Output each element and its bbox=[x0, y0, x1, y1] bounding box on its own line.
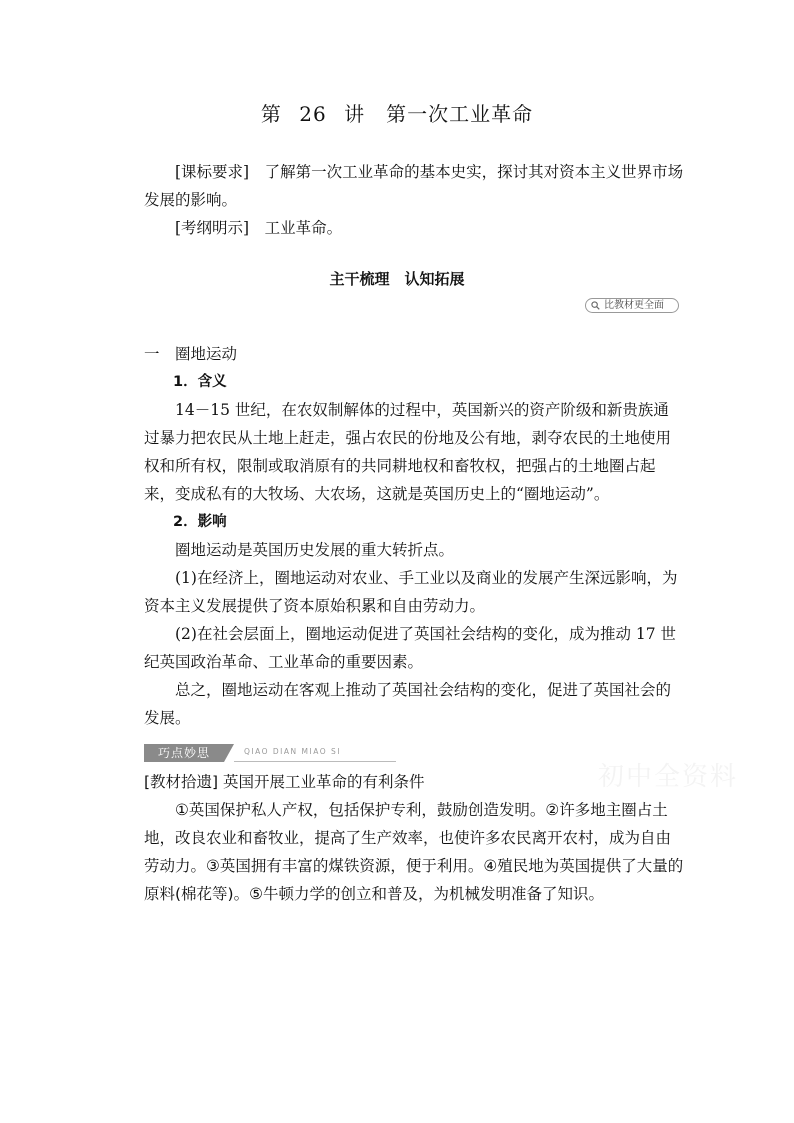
tip-tag-tail bbox=[224, 744, 234, 762]
tip-heading-paragraph bbox=[144, 768, 684, 796]
tip-rule bbox=[234, 761, 396, 762]
part1-sub1-text: 14－15 世纪，在农奴制解体的过程中，英国新兴的资产阶级和新贵族通过暴力把农民从土地上赶走，强占农民的份地及公有地，剥夺农民的土地使用权和所有权，限制或取消原有的共同耕地权和畜牧权，把强占的土地圈占起来，变成私有的大牧场、大农场，这就是英国历史上的“圈地运动”。 bbox=[144, 401, 672, 503]
part1-sub1-heading: 1．含义 bbox=[173, 374, 227, 390]
part1-heading: 一 圈地运动 bbox=[144, 345, 238, 363]
tip-tag: 巧点妙思 bbox=[144, 744, 224, 762]
part1-block bbox=[144, 340, 684, 732]
syllabus-text: 工业革命。 bbox=[264, 219, 343, 237]
watermark: 初中全资料 bbox=[598, 762, 739, 792]
tip-block bbox=[144, 768, 684, 908]
tip-banner bbox=[144, 744, 396, 762]
part1-sub2-summary: 总之，圈地运动在客观上推动了英国社会结构的变化，促进了英国社会的发展。 bbox=[144, 681, 672, 727]
section-heading: 主干梳理 认知拓展 bbox=[329, 270, 465, 288]
tip-pinyin: QIAO DIAN MIAO SI bbox=[244, 747, 341, 756]
search-pill[interactable] bbox=[585, 298, 679, 313]
requirements-text: 了解第一次工业革命的基本史实，探讨其对资本主义世界市场发展的影响。 bbox=[144, 163, 684, 209]
part1-sub2-point1: (1)在经济上，圈地运动对农业、手工业以及商业的发展产生深远影响，为资本主义发展提供了资本原始积累和自由劳动力。 bbox=[144, 569, 678, 615]
part1-sub2-point2: (2)在社会层面上，圈地运动促进了英国社会结构的变化，成为推动 17 世纪英国政治革命、工业革命的重要因素。 bbox=[144, 625, 677, 671]
tip-label: [教材拾遗] bbox=[144, 773, 219, 791]
requirements-label: [课标要求] bbox=[175, 163, 250, 181]
syllabus-paragraph bbox=[144, 214, 684, 242]
tip-heading: 英国开展工业革命的有利条件 bbox=[223, 773, 425, 791]
part1-sub2-intro: 圈地运动是英国历史发展的重大转折点。 bbox=[175, 541, 455, 559]
intro-block bbox=[144, 158, 684, 242]
page-title: 第 26 讲 第一次工业革命 bbox=[260, 102, 534, 126]
part1-sub2-heading: 2．影响 bbox=[173, 514, 227, 530]
tip-text: ①英国保护私人产权，包括保护专利，鼓励创造发明。②许多地主圈占土地，改良农业和畜牧业，提高了生产效率，也使许多农民离开农村，成为自由劳动力。③英国拥有丰富的煤铁资源，便于利用。④殖民地为英国提供了大量的原料(棉花等)。⑤牛顿力学的创立和普及，为机械发明准备了知识。 bbox=[144, 801, 684, 903]
search-pill-label: 比教材更全面 bbox=[604, 300, 664, 311]
search-icon bbox=[591, 301, 600, 310]
requirements-paragraph bbox=[144, 158, 684, 214]
syllabus-label: [考纲明示] bbox=[175, 219, 250, 237]
